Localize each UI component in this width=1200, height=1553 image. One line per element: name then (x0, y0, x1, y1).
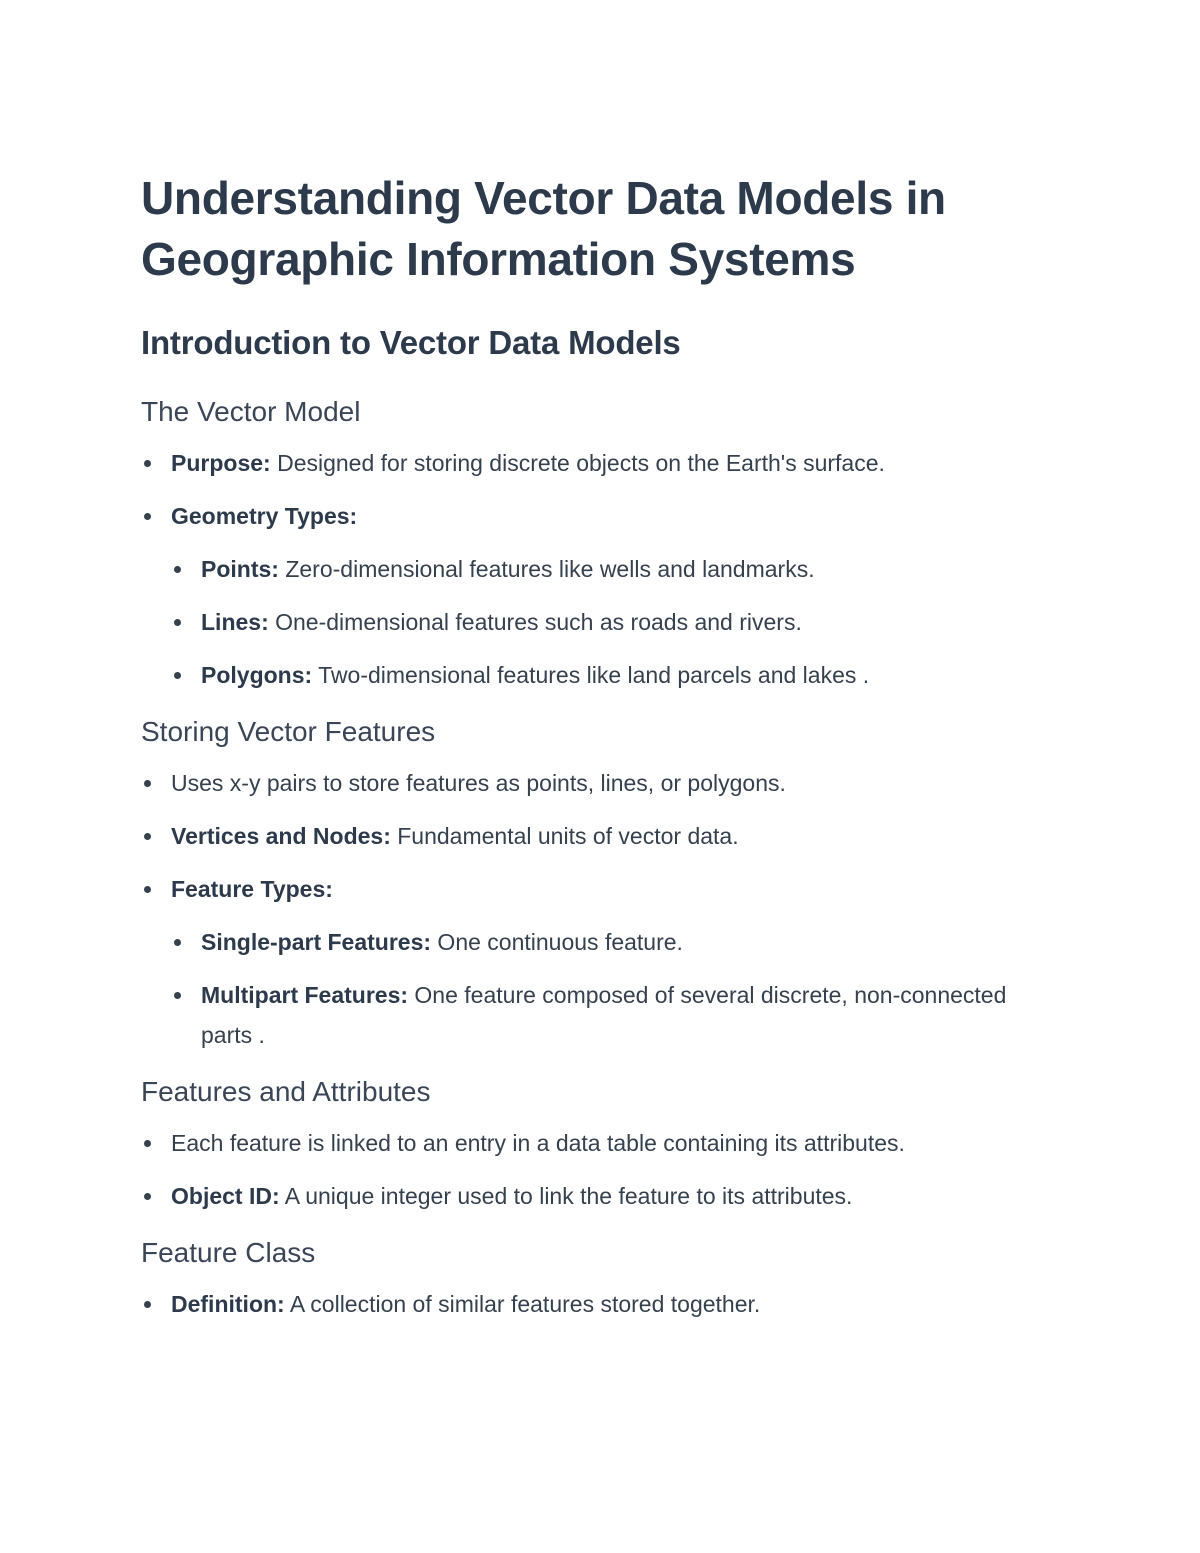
item-label: Definition: (171, 1291, 285, 1317)
item-text: A unique integer used to link the feature to its attributes. (279, 1183, 853, 1209)
bullet-list (141, 1123, 1061, 1216)
item-label: Multipart Features: (201, 982, 409, 1008)
item-text: Uses x-y pairs to store features as points, lines, or polygons. (171, 770, 786, 796)
list-item (141, 443, 1061, 483)
item-text: A collection of similar features stored together. (284, 1291, 761, 1317)
section-vector-model (141, 394, 1061, 695)
section-heading: Feature Class (141, 1237, 316, 1268)
list-item (141, 1284, 1061, 1324)
item-label: Polygons: (201, 662, 313, 688)
list-item (141, 816, 1061, 856)
item-label: Lines: (201, 609, 269, 635)
list-item (141, 763, 1061, 803)
list-item (171, 922, 1061, 962)
item-text: One continuous feature. (431, 929, 683, 955)
item-text: Designed for storing discrete objects on the Earth's surface. (270, 450, 885, 476)
bullet-list (141, 763, 1061, 1055)
item-label: Vertices and Nodes: (171, 823, 391, 849)
section-heading: Storing Vector Features (141, 716, 436, 747)
list-item (141, 1123, 961, 1163)
bullet-list (141, 443, 1061, 695)
intro-heading: Introduction to Vector Data Models (141, 324, 681, 361)
item-label: Object ID: (171, 1183, 280, 1209)
section-features-attributes (141, 1074, 1061, 1216)
list-item (171, 975, 1051, 1055)
item-label: Points: (201, 556, 279, 582)
item-text: Each feature is linked to an entry in a data table containing its attributes. (171, 1130, 905, 1156)
list-item (141, 1176, 1061, 1216)
section-heading: The Vector Model (141, 396, 361, 427)
list-item (141, 869, 1061, 909)
item-text: Fundamental units of vector data. (390, 823, 739, 849)
item-label: Single-part Features: (201, 929, 432, 955)
item-text: Zero-dimensional features like wells and landmarks. (278, 556, 815, 582)
item-text: Two-dimensional features like land parcels and lakes . (312, 662, 870, 688)
bullet-list (141, 1284, 1061, 1324)
item-text: One feature composed of several discrete, non-connected parts . (201, 982, 1007, 1048)
item-label: Feature Types: (171, 876, 333, 902)
list-item (171, 549, 1061, 589)
list-item (141, 496, 1061, 536)
section-storing-features (141, 714, 1061, 1055)
list-item (171, 602, 1061, 642)
document-title: Understanding Vector Data Models in Geographic Information Systems (141, 172, 946, 285)
item-label: Purpose: (171, 450, 271, 476)
section-heading: Features and Attributes (141, 1076, 431, 1107)
document-page (141, 168, 1061, 1324)
section-feature-class (141, 1235, 1061, 1324)
list-item (171, 655, 1061, 695)
item-text: One-dimensional features such as roads and rivers. (268, 609, 802, 635)
item-label: Geometry Types: (171, 503, 358, 529)
